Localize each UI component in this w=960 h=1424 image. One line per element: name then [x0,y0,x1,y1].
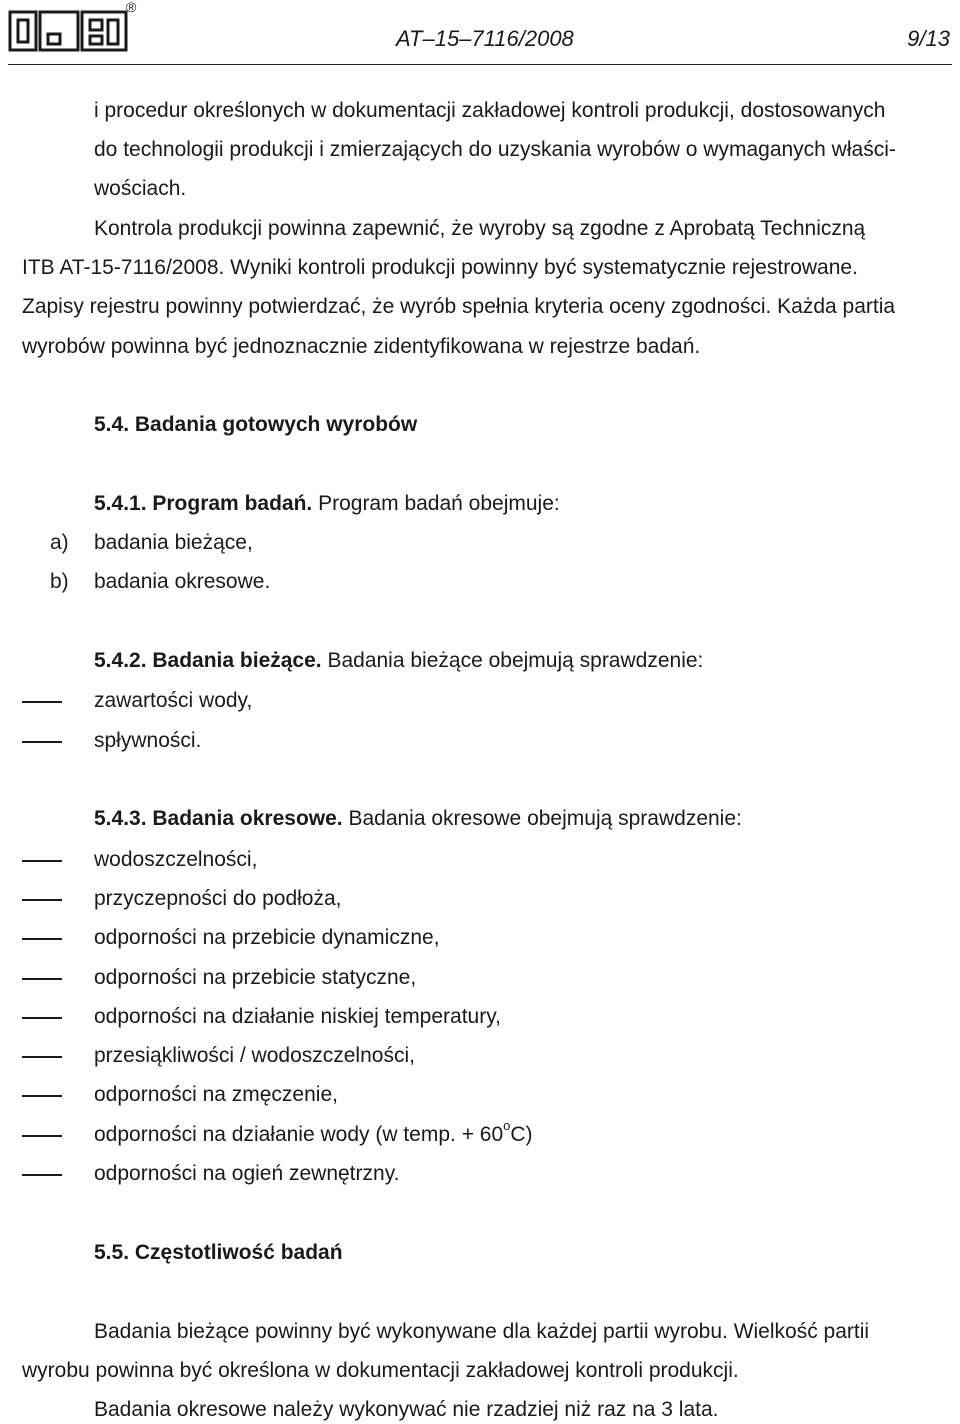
paragraph-line: ITB AT-15-7116/2008. Wyniki kontroli produkcji powinny być systematycznie rejestrowane. [22,256,858,279]
list-item: badania bieżące, [94,531,253,554]
registered-mark: ® [126,0,137,15]
list-label: a) [50,531,69,554]
list-item: przesiąkliwości / wodoszczelności, [94,1044,415,1067]
header-divider [8,64,952,65]
list-item: odporności na przebicie statyczne, [94,966,417,989]
list-label: b) [50,570,69,593]
paragraph-line: Badania bieżące powinny być wykonywane dla każdej partii wyrobu. Wielkość partii [94,1320,870,1343]
section-heading-5-5: 5.5. Częstotliwość badań [94,1241,343,1264]
list-item: badania okresowe. [94,570,271,593]
subsection-5-4-2 [94,648,703,674]
section-heading-5-4: 5.4. Badania gotowych wyrobów [94,413,418,436]
itb-logo [8,8,128,54]
subsection-heading: 5.4.3. Badania okresowe. [94,807,343,830]
paragraph-line: Badania okresowe należy wykonywać nie rzadziej niż raz na 3 lata. [94,1398,719,1421]
subsection-heading: 5.4.1. Program badań. [94,492,313,515]
subsection-text: Badania bieżące obejmują sprawdzenie: [321,649,704,672]
dash-bullet [22,860,62,862]
document-code: AT‒15‒7116/2008 [396,26,574,51]
dash-bullet [22,1174,62,1176]
subsection-5-4-1 [94,491,560,517]
dash-bullet [22,1135,62,1137]
list-item: przyczepności do podłoża, [94,887,342,910]
page-number: 9/13 [907,26,950,51]
list-item: spływności. [94,729,202,752]
list-item: odporności na działanie niskiej temperatury, [94,1005,501,1028]
paragraph-line: i procedur określonych w dokumentacji zakładowej kontroli produkcji, dostosowanych [94,99,886,122]
list-item: odporności na ogień zewnętrzny. [94,1162,400,1185]
paragraph-line: wyrobów powinna być jednoznacznie zidentyfikowana w rejestrze badań. [22,335,701,358]
temperature-unit: C) [510,1123,533,1146]
dash-bullet [22,1056,62,1058]
paragraph-line: Zapisy rejestru powinny potwierdzać, że wyrób spełnia kryteria oceny zgodności. Każda partia [22,295,896,318]
list-item: wodoszczelności, [94,848,258,871]
dash-bullet [22,701,62,703]
list-item-temperature [94,1118,533,1148]
paragraph-line: wyrobu powinna być określona w dokumentacji zakładowej kontroli produkcji. [22,1359,739,1382]
list-item: odporności na przebicie dynamiczne, [94,926,440,949]
list-item: odporności na zmęczenie, [94,1083,338,1106]
subsection-5-4-3 [94,806,742,832]
dash-bullet [22,741,62,743]
dash-bullet [22,978,62,980]
paragraph-line: wościach. [94,177,187,200]
dash-bullet [22,938,62,940]
dash-bullet [22,1017,62,1019]
subsection-text: Program badań obejmuje: [312,492,560,515]
subsection-text: Badania okresowe obejmują sprawdzenie: [342,807,742,830]
paragraph-line: Kontrola produkcji powinna zapewnić, że wyroby są zgodne z Aprobatą Techniczną [94,217,866,240]
degree-superscript: o [503,1118,511,1133]
list-item: zawartości wody, [94,689,253,712]
dash-bullet [22,1095,62,1097]
paragraph-line: do technologii produkcji i zmierzających do uzyskania wyrobów o wymaganych właści- [94,138,896,161]
dash-bullet [22,899,62,901]
subsection-heading: 5.4.2. Badania bieżące. [94,649,322,672]
list-item: odporności na działanie wody (w temp. + 60 [94,1123,504,1146]
